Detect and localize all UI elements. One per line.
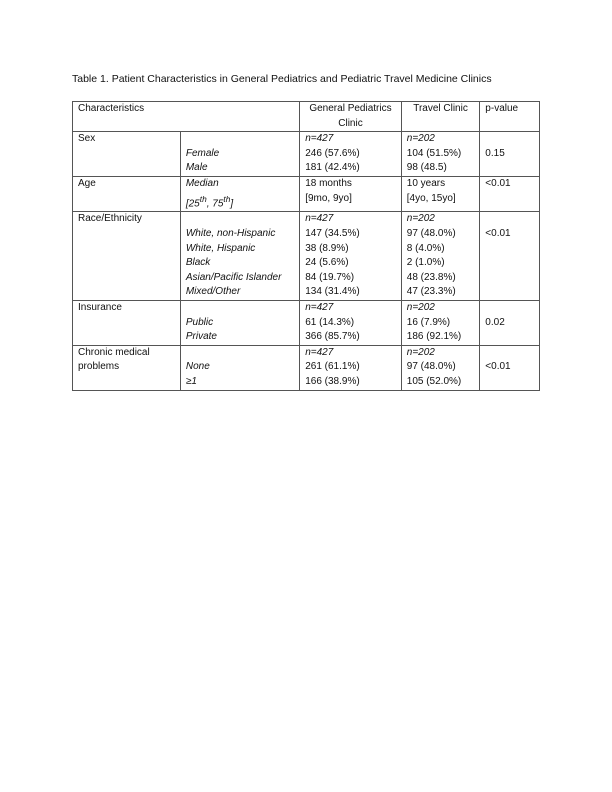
value: 61 (14.3%) bbox=[305, 316, 355, 328]
row-label: problems bbox=[78, 361, 120, 373]
table-row-insurance bbox=[73, 301, 540, 346]
value: 16 (7.9%) bbox=[406, 316, 451, 328]
percentile-label bbox=[186, 192, 299, 212]
subcategory: White, non-Hispanic bbox=[185, 228, 276, 240]
row-label-cell bbox=[73, 301, 181, 346]
header-travel-clinic bbox=[401, 102, 480, 132]
table-row-sex bbox=[73, 132, 540, 177]
value: [9mo, 9yo] bbox=[305, 192, 352, 204]
value: 97 (48.0%) bbox=[406, 361, 456, 373]
value: 84 (19.7%) bbox=[305, 271, 355, 283]
row-label: Chronic medical bbox=[78, 346, 150, 358]
value: 261 (61.1%) bbox=[305, 361, 360, 373]
pvalue bbox=[485, 132, 539, 147]
value: 166 (38.9%) bbox=[305, 376, 360, 388]
table-row-age bbox=[73, 176, 540, 212]
general-pediatrics-cell bbox=[300, 345, 402, 390]
value: 38 (8.9%) bbox=[305, 242, 349, 254]
pvalue bbox=[485, 346, 539, 361]
value: 10 years bbox=[406, 177, 446, 189]
value: 18 months bbox=[305, 177, 352, 189]
value: 246 (57.6%) bbox=[305, 147, 360, 159]
travel-clinic-cell bbox=[401, 176, 480, 212]
subcategory: Mixed/Other bbox=[185, 286, 241, 298]
value: 24 (5.6%) bbox=[305, 257, 349, 269]
subcategory-cell bbox=[180, 345, 299, 390]
subcategory bbox=[186, 132, 299, 147]
pvalue: <0.01 bbox=[485, 177, 511, 189]
subcategory-cell bbox=[180, 212, 299, 301]
value: 104 (51.5%) bbox=[406, 147, 462, 159]
subcategory bbox=[186, 346, 299, 361]
travel-clinic-cell bbox=[401, 212, 480, 301]
general-pediatrics-cell bbox=[300, 132, 402, 177]
subcategory: Black bbox=[185, 257, 211, 269]
table-row-chronic-medical-problems bbox=[73, 345, 540, 390]
general-pediatrics-cell bbox=[300, 301, 402, 346]
value: 366 (85.7%) bbox=[305, 331, 360, 343]
value: 2 (1.0%) bbox=[406, 257, 445, 269]
pvalue-cell bbox=[480, 176, 540, 212]
sample-size: n=427 bbox=[305, 346, 334, 358]
header-pvalue bbox=[480, 102, 540, 132]
travel-clinic-cell bbox=[401, 301, 480, 346]
header-gen-line1: General Pediatrics bbox=[309, 103, 392, 114]
patient-characteristics-table bbox=[72, 101, 540, 391]
row-label-cell bbox=[73, 176, 181, 212]
subcategory: Asian/Pacific Islander bbox=[185, 271, 282, 283]
general-pediatrics-cell bbox=[300, 212, 402, 301]
sample-size: n=202 bbox=[406, 213, 435, 225]
pvalue-cell bbox=[480, 345, 540, 390]
pvalue bbox=[485, 301, 539, 316]
pvalue: <0.01 bbox=[485, 361, 511, 373]
pvalue: <0.01 bbox=[485, 228, 511, 240]
pvalue bbox=[485, 375, 539, 390]
subcategory-cell bbox=[180, 132, 299, 177]
pvalue bbox=[485, 330, 539, 345]
sample-size: n=427 bbox=[305, 213, 334, 225]
row-label-cell bbox=[73, 345, 181, 390]
percentile-part: , 75 bbox=[206, 197, 224, 209]
pvalue bbox=[485, 161, 539, 176]
subcategory-cell bbox=[180, 176, 299, 212]
subcategory bbox=[186, 212, 299, 227]
row-label: Sex bbox=[78, 133, 96, 145]
header-general-pediatrics bbox=[300, 102, 402, 132]
sample-size: n=202 bbox=[406, 302, 435, 314]
value: 134 (31.4%) bbox=[305, 286, 360, 298]
header-pvalue-label: p-value bbox=[485, 103, 519, 114]
travel-clinic-cell bbox=[401, 345, 480, 390]
value: 8 (4.0%) bbox=[406, 242, 445, 254]
subcategory: White, Hispanic bbox=[185, 242, 256, 254]
pvalue bbox=[485, 212, 539, 227]
value: 97 (48.0%) bbox=[406, 228, 456, 240]
subcategory: Female bbox=[185, 147, 220, 159]
value: 181 (42.4%) bbox=[305, 162, 360, 174]
percentile-sup: th bbox=[223, 193, 231, 204]
pvalue-cell bbox=[480, 212, 540, 301]
row-label: Age bbox=[78, 177, 96, 189]
subcategory: ≥1 bbox=[185, 376, 197, 388]
value: 47 (23.3%) bbox=[406, 286, 456, 298]
table-header-row bbox=[73, 102, 540, 132]
value: 48 (23.8%) bbox=[406, 271, 456, 283]
subcategory: Male bbox=[185, 162, 208, 174]
travel-clinic-cell bbox=[401, 132, 480, 177]
sample-size: n=427 bbox=[305, 133, 334, 145]
header-travel-label: Travel Clinic bbox=[413, 103, 468, 114]
subcategory: Private bbox=[185, 331, 217, 343]
percentile-part: [25 bbox=[185, 197, 200, 209]
header-characteristics-label: Characteristics bbox=[78, 103, 145, 114]
pvalue-cell bbox=[480, 301, 540, 346]
subcategory-cell bbox=[180, 301, 299, 346]
percentile-sup: th bbox=[199, 193, 207, 204]
subcategory: Median bbox=[185, 177, 219, 189]
value: 186 (92.1%) bbox=[406, 331, 462, 343]
row-label: Race/Ethnicity bbox=[78, 213, 142, 225]
value: 147 (34.5%) bbox=[305, 228, 360, 240]
subcategory bbox=[186, 301, 299, 316]
table-caption: Table 1. Patient Characteristics in General Pediatrics and Pediatric Travel Medicine Clinics bbox=[72, 73, 492, 85]
header-characteristics bbox=[73, 102, 300, 132]
general-pediatrics-cell bbox=[300, 176, 402, 212]
value: 98 (48.5) bbox=[406, 162, 447, 174]
row-label: Insurance bbox=[78, 302, 122, 314]
percentile-part: ] bbox=[230, 197, 234, 209]
row-label-cell bbox=[73, 212, 181, 301]
pvalue: 0.15 bbox=[485, 147, 505, 159]
table-row-race-ethnicity bbox=[73, 212, 540, 301]
pvalue-cell bbox=[480, 132, 540, 177]
row-label-cell bbox=[73, 132, 181, 177]
subcategory: Public bbox=[185, 316, 214, 328]
sample-size: n=202 bbox=[406, 346, 435, 358]
pvalue: 0.02 bbox=[485, 316, 505, 328]
sample-size: n=202 bbox=[406, 133, 435, 145]
subcategory: None bbox=[185, 361, 210, 373]
sample-size: n=427 bbox=[305, 302, 334, 314]
header-gen-line2: Clinic bbox=[338, 117, 363, 129]
value: [4yo, 15yo] bbox=[406, 192, 456, 204]
value: 105 (52.0%) bbox=[406, 376, 462, 388]
